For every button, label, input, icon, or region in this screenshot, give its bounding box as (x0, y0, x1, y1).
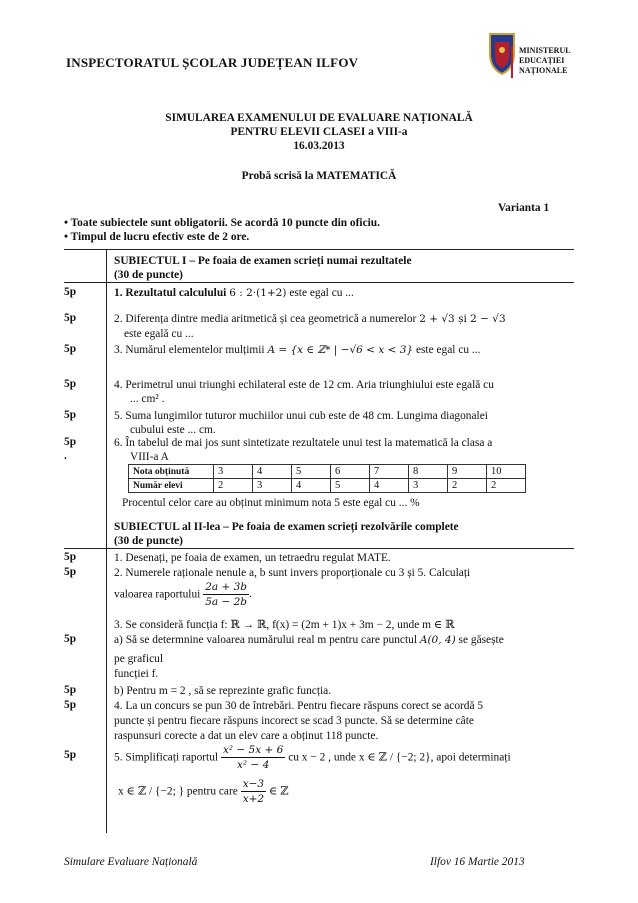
subject1-points: (30 de puncte) (114, 269, 183, 281)
s2-q5-line2b: ∈ ℤ (268, 785, 289, 798)
s1-q3-tail: este egal cu ... (415, 344, 481, 356)
s1-score-5: 5p (64, 409, 77, 421)
s2-score-4: 5p (64, 684, 77, 696)
s2-q5-denominator-2: x+2 (242, 793, 265, 805)
count-cell: 5 (331, 479, 370, 493)
footer-left: Simulare Evaluare Națională (64, 856, 198, 868)
title-line-2: PENTRU ELEVII CLASEI a VIII-a (230, 126, 408, 138)
grades-table (128, 464, 526, 493)
variant-label: Varianta 1 (498, 202, 550, 214)
rule-subject2 (64, 548, 574, 549)
s1-q4-line1: 4. Perimetrul unui triunghi echilateral este de 12 cm. Aria triunghiului este egală cu (114, 379, 494, 391)
s1-q4-line2: ... cm² . (130, 393, 165, 405)
s2-score-2: 5p (64, 566, 77, 578)
s1-q3-math: A = {x ∈ ℤ* | −√6 < x < 3} (267, 344, 414, 356)
s2-q3b: b) Pentru m = 2 , să se reprezinte grafic funcția. (114, 685, 332, 697)
grade-cell: 10 (487, 465, 526, 479)
s2-q5-denominator: x² − 4 (236, 759, 270, 771)
s2-q3a-line3: funcției f. (114, 668, 159, 680)
s2-q3a-line2: pe graficul (114, 653, 164, 665)
ministry-line-3: NAȚIONALE (519, 66, 568, 75)
s2-q5-line2 (118, 777, 289, 806)
s1-q5-line2: cubului este ... cm. (130, 424, 216, 436)
grade-cell: 9 (448, 465, 487, 479)
count-cell: 2 (214, 479, 253, 493)
s2-q2-label: valoarea raportului (114, 588, 201, 601)
ministry-name (513, 46, 571, 76)
s1-score-1: 5p (64, 286, 77, 298)
s1-question-3 (114, 343, 480, 357)
footer-right: Ilfov 16 Martie 2013 (430, 856, 525, 868)
s1-q1-math: 6 : 2·(1+2) (229, 287, 287, 299)
subject1-heading: SUBIECTUL I – Pe foaia de examen scrieți numai rezultatele (114, 255, 412, 267)
s2-q1: 1. Desenați, pe foaia de examen, un tetraedru regulat MATE. (114, 552, 391, 564)
ministry-line-1: MINISTERUL (519, 46, 571, 55)
grades-row-2 (129, 479, 526, 493)
instruction-1: • Toate subiectele sunt obligatorii. Se acordă 10 puncte din oficiu. (64, 217, 380, 229)
s2-q3: 3. Se consideră funcția f: ℝ → ℝ, f(x) = (2m + 1)x + 3m − 2, unde m ∈ ℝ (114, 619, 455, 631)
grade-cell: 7 (370, 465, 409, 479)
s1-q2-tail: este egală cu ... (124, 328, 194, 340)
s2-q5-fraction (221, 743, 285, 772)
s1-q6-line2: VIII-a A (130, 451, 169, 463)
s1-q5-line1: 5. Suma lungimilor tuturor muchiilor unui cub este de 48 cm. Lungima diagonalei (114, 410, 488, 422)
rule-top (64, 249, 574, 250)
s1-q6-line1: 6. În tabelul de mai jos sunt sintetizate rezultatele unui test la matematică la clasa a (114, 437, 493, 449)
s2-score-5: 5p (64, 699, 77, 711)
s1-question-2 (114, 312, 506, 326)
s1-q3-text: 3. Numărul elementelor mulțimii (114, 344, 265, 356)
s1-q1-text: 1. Rezultatul calculului (114, 287, 227, 299)
count-cell: 3 (253, 479, 292, 493)
s2-q2-denominator: 5a − 2b (205, 596, 248, 608)
s1-score-3: 5p (64, 343, 77, 355)
count-cell: 2 (487, 479, 526, 493)
s1-score-2: 5p (64, 312, 77, 324)
s2-score-6: 5p (64, 749, 77, 761)
s1-q2-text: 2. Diferența dintre media aritmetică și cea geometrică a numerelor (114, 313, 417, 325)
column-divider (106, 249, 107, 833)
s2-q4-line3: raspunsuri corecte a dat un elev care a obținut 118 puncte. (114, 730, 379, 742)
s2-score-3: 5p (64, 633, 77, 645)
count-cell: 2 (448, 479, 487, 493)
title-line-1: SIMULAREA EXAMENULUI DE EVALUARE NAȚIONALĂ (165, 112, 473, 124)
s2-q2-line1: 2. Numerele raționale nenule a, b sunt invers proporționale cu 3 și 5. Calculați (114, 567, 471, 579)
s2-q3a-tail: se găsește (458, 634, 504, 646)
s2-q5-tail: cu x − 2 , unde x ∈ ℤ / {−2; 2}, apoi determinați (288, 751, 511, 764)
rule-subject1 (64, 282, 574, 283)
title-subject: Probă scrisă la MATEMATICĂ (241, 170, 397, 182)
s2-q2-fraction (203, 580, 249, 609)
count-cell: 4 (292, 479, 331, 493)
s2-q3a-text: a) Să se determnine valoarea numărului real m pentru care punctul (114, 634, 417, 646)
s2-q5-line1 (114, 743, 511, 772)
grade-cell: 6 (331, 465, 370, 479)
ministry-line-2: EDUCAȚIEI (519, 56, 565, 65)
s2-q2-numerator: 2a + 3b (205, 581, 248, 593)
s2-q5-numerator: x² − 5x + 6 (222, 744, 284, 756)
s2-q5-line2a: x ∈ ℤ / {−2; } pentru care (118, 785, 238, 798)
grades-row-2-label: Număr elevi (129, 479, 214, 493)
grades-row-1 (129, 465, 526, 479)
grade-cell: 5 (292, 465, 331, 479)
title-date: 16.03.2013 (293, 140, 345, 152)
s1-q6-after: Procentul celor care au obținut minimum nota 5 este egal cu ... % (122, 497, 420, 509)
s1-stray-dot: . (64, 450, 67, 462)
s2-q5-numerator-2: x−3 (242, 778, 265, 790)
subject2-heading: SUBIECTUL al II-lea – Pe foaia de examen scrieți rezolvările complete (114, 521, 459, 533)
s2-q3a-line1 (114, 633, 504, 647)
s2-score-1: 5p (64, 551, 77, 563)
s1-score-4: 5p (64, 378, 77, 390)
s2-q3a-math: A(0, 4) (419, 634, 456, 646)
s1-q1-tail: este egal cu ... (289, 287, 354, 299)
s2-q2-line2: valoarea raportului $\frac{2a + 3b}{5a - 2b}$ . (114, 581, 252, 608)
count-cell: 3 (409, 479, 448, 493)
count-cell: 4 (370, 479, 409, 493)
inspectorate-title: INSPECTORATUL ȘCOLAR JUDEȚEAN ILFOV (66, 55, 359, 70)
instruction-2: • Timpul de lucru efectiv este de 2 ore. (64, 231, 250, 243)
s2-q5-fraction-2 (241, 777, 266, 806)
s2-q5-text: 5. Simplificați raportul (114, 751, 219, 764)
grade-cell: 3 (214, 465, 253, 479)
grades-row-1-label: Nota obținută (129, 465, 214, 479)
s1-score-6: 5p (64, 436, 77, 448)
grade-cell: 8 (409, 465, 448, 479)
subject2-points: (30 de puncte) (114, 535, 183, 547)
s2-q4-line2: puncte și pentru fiecare răspuns incorect se scad 3 puncte. Să se determine câte (114, 715, 474, 727)
s1-q2-math: 2 + √3 și 2 − √3 (419, 313, 506, 325)
s2-q4-line1: 4. La un concurs se pun 30 de întrebări. Pentru fiecare răspuns corect se acordă 5 (114, 700, 484, 712)
s1-question-1 (114, 286, 354, 300)
grade-cell: 4 (253, 465, 292, 479)
